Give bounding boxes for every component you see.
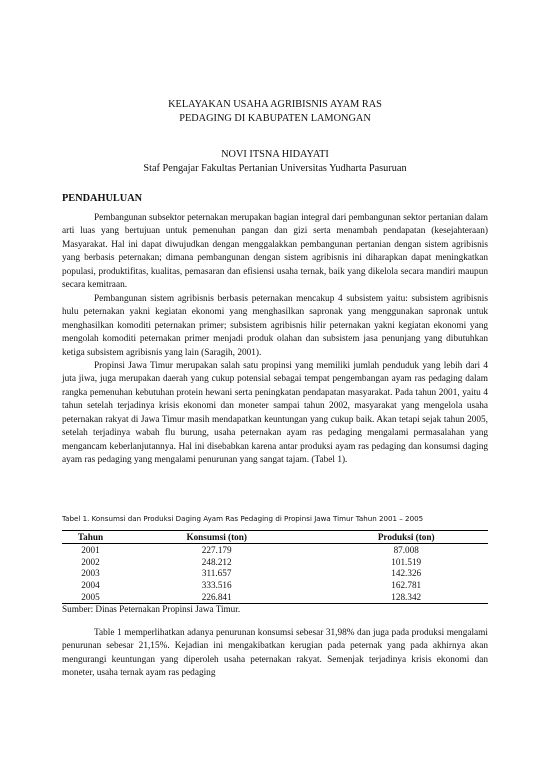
column-header: Konsumsi (ton) [119,531,296,544]
table-cell: 2002 [81,556,100,567]
paragraph: Propinsi Jawa Timur merupakan salah satu propinsi yang memiliki jumlah penduduk yang lebih dari 4 juta jiwa, juga merupakan daerah yang cukup potensial sebagai tempat pengembangan ayam ras pedaging dalam rangka pemenuhan kebutuhan protein hewani serta peningkatan pendapatan masyarakat. Pada tahun 2001, yaitu 4 tahun setelah terjadinya krisis ekonomi dan moneter sampai tahun 2002, masyarakat yang mengelola usaha peternakan rakyat di Jawa Timur masih mendapatkan keuntungan yang cukup baik. Akan tetapi sejak tahun 2005, setelah terjadinya wabah flu burung, usaha peternakan ayam ras pedaging mengalami permasalahan yang mengancam keberlanjutannya. Hal ini disebabkan karena antar produksi ayam ras pedaging dan konsumsi daging ayam ras pedaging yang mengalami penurunan yang sangat tajam. (Tabel 1). [62,360,488,466]
table-source: Sumber: Dinas Peternakan Propinsi Jawa Timur. [62,604,241,614]
table-row [62,591,488,603]
title-line-2: PEDAGING DI KABUPATEN LAMONGAN [179,112,371,124]
table-cell: 2003 [81,568,100,579]
table-cell: 2005 [62,591,119,603]
paper-title [0,98,550,125]
table-row [62,568,488,580]
section-heading: PENDAHULUAN [62,193,143,204]
paragraph: Pembangunan sistem agribisnis berbasis peternakan mencakup 4 subsistem yaitu: subsistem agribisnis hulu peternakan yakni kegiatan ekonomi yang menghasilkan sapronak yang menggunakan sapronak untuk menghasilkan komoditi peternakan primer; subsistem agribisnis hilir peternakan yakni kegiatan ekonomi yang mengolah komoditi peternakan primer menjadi produk olahan dan subsistem jasa penunjang yang dibutuhkan ketiga subsistem agribisnis yang lain (Saragih, 2001). [62,293,488,358]
table-cell: 162.781 [391,580,422,591]
table-cell: 142.326 [391,568,422,579]
table-cell: 2004 [81,580,100,591]
paragraph: Table 1 memperlihatkan adanya penurunan konsumsi sebesar 31,98% dan juga pada produksi mengalami penurunan sebesar 21,15%. Kejadian ini mengakibatkan kerugian pada peternak yang pada akhirnya akan mengurangi keuntungan yang diperoleh usaha peternakan rakyat. Semenjak terjadinya krisis ekonomi dan moneter, usaha ternak ayam ras pedaging [62,628,488,679]
table-cell: 333.516 [201,580,232,591]
table-cell: 2001 [81,544,100,555]
table-cell: 311.657 [201,568,232,579]
table-row [62,556,488,568]
table-row [62,544,488,556]
author-block [0,148,550,175]
author-name: NOVI ITSNA HIDAYATI [221,149,329,160]
body-text [62,212,488,468]
author-affiliation: Staf Pengajar Fakultas Pertanian Universitas Yudharta Pasuruan [143,162,407,174]
table-cell: 101.519 [391,556,422,567]
table-cell: 226.841 [119,591,296,603]
table-cell: 87.008 [393,544,419,555]
table-cell: 128.342 [296,591,488,603]
table-header-row [62,531,488,544]
table-caption: Tabel 1. Konsumsi dan Produksi Daging Ayam Ras Pedaging di Propinsi Jawa Timur Tahun 2001 – 2005 [62,514,424,523]
column-header: Tahun [62,531,119,544]
column-header: Produksi (ton) [296,531,488,544]
data-table [62,530,488,604]
body-text-continued [62,627,488,681]
table-cell: 248.212 [201,556,232,567]
title-line-1: KELAYAKAN USAHA AGRIBISNIS AYAM RAS [168,99,382,110]
table-cell: 227.179 [201,544,232,555]
paragraph: Pembangunan subsektor peternakan merupakan bagian integral dari pembangunan sektor pertanian dalam arti luas yang bertujuan untuk pemenuhan pangan dan gizi serta menambah pendapatan (kesejahteraan) Masyarakat. Hal ini dapat diwujudkan dengan menggalakkan pembangunan pertanian dengan sistem agribisnis yang berbasis peternakan; dimana pembangunan dengan sistem agribisnis ini diharapkan dapat meningkatkan populasi, produktifitas, kualitas, pemasaran dan efisiensi usaha ternak, baik yang dikelola secara mandiri maupun secara kemitraan. [62,213,488,291]
table-row [62,579,488,591]
